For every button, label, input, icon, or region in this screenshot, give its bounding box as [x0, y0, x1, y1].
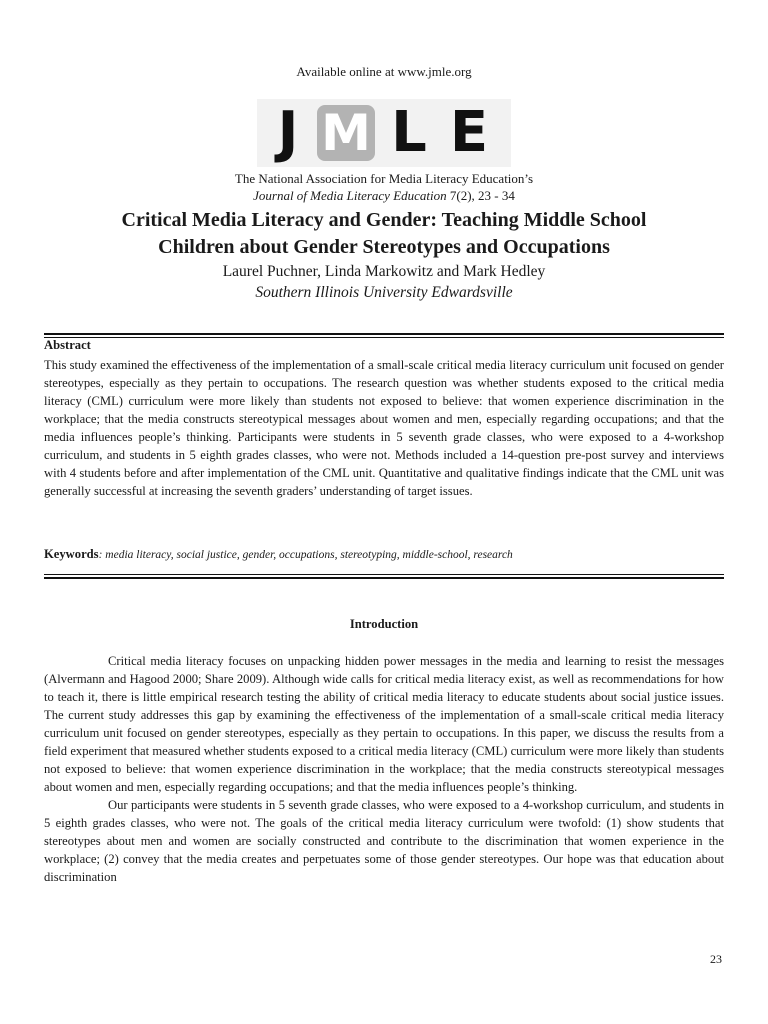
keywords-line — [44, 547, 513, 562]
page-number: 23 — [710, 952, 722, 966]
article-title — [0, 207, 768, 261]
article-authors: Laurel Puchner, Linda Markowitz and Mark Hedley — [222, 263, 546, 280]
logo-letter-m: M — [321, 104, 371, 162]
keywords-values: : media literacy, social justice, gender, occupations, stereotyping, middle-school, research — [98, 549, 513, 561]
top-divider-thick — [44, 333, 724, 335]
keywords-label: Keywords — [44, 547, 99, 561]
logo-letter-l: L — [391, 100, 427, 165]
introduction-heading: Introduction — [349, 617, 419, 631]
bottom-divider-thick — [44, 577, 724, 579]
journal-name: Journal of Media Literacy Education — [253, 188, 447, 203]
jmle-logo — [257, 99, 511, 167]
journal-citation — [0, 188, 768, 204]
introduction-body — [44, 652, 724, 886]
introduction-paragraph-2: Our participants were students in 5 seventh grade classes, who were exposed to a 4-workshop curriculum, and students in 5 eighth grades classes, who were not. The goals of the critical media literacy curriculum were twofold: (1) show students that stereotypes about men and women are socially constructed and contribute to the discrimination that women experience in the workplace; (2) convey that the media creates and perpetuates some of those gender stereotypes. Our hope was that education about discrimination — [44, 798, 724, 884]
introduction-paragraph-1: Critical media literacy focuses on unpacking hidden power messages in the media and learning to resist the messages (Alvermann and Hagood 2000; Share 2009). Although wide calls for critical media literacy exist, as well as recommendations for how to teach it, there is little empirical research testing the ability of critical media literacy to educate students about social justice issues. The current study addresses this gap by examining the effectiveness of the implementation of a small-scale critical media literacy curriculum unit focused on gender stereotypes, especially as they pertain to occupations. In this paper, we discuss the results from a field experiment that measured whether students exposed to a critical media literacy (CML) curriculum were more likely than students not exposed to believe: that women experience discrimination in the workplace; that the media constructs stereotypical messages about women and men, especially regarding occupations; and that the media influences people’s thinking. — [44, 654, 724, 794]
logo-letter-m-box — [317, 105, 375, 161]
abstract-heading: Abstract — [44, 338, 91, 352]
top-divider-thin — [44, 337, 724, 338]
article-title-line-2: Children about Gender Stereotypes and Occupations — [158, 236, 610, 258]
abstract-text: This study examined the effectiveness of the implementation of a small-scale critical media literacy curriculum unit focused on gender stereotypes, especially as they pertain to occupations. The research question was whether students exposed to the critical media literacy (CML) curriculum were more likely than students not exposed to believe: that women experience discrimination in the workplace; that the media constructs stereotypical messages about women and men, especially regarding occupations; and that the media influences people’s thinking. Participants were students in 5 seventh grade classes, who were exposed to a 4-workshop curriculum, and students in 5 eighth grades classes, who were not. Methods included a 14-question pre-post survey and interviews with 4 students before and after implementation of the CML unit. Quantitative and qualitative findings indicate that the CML unit was generally successful at increasing the seventh graders’ understanding of target issues. — [44, 358, 724, 498]
logo-letter-e: E — [449, 100, 489, 165]
association-line: The National Association for Media Literacy Education’s — [234, 171, 534, 186]
available-online-line: Available online at www.jmle.org — [296, 64, 472, 79]
journal-issue: 7(2), 23 - 34 — [446, 188, 515, 203]
logo-letter-j: J — [277, 100, 299, 165]
bottom-divider-thin — [44, 574, 724, 575]
author-affiliation: Southern Illinois University Edwardsville — [255, 284, 513, 301]
article-title-line-1: Critical Media Literacy and Gender: Teaching Middle School — [121, 209, 647, 231]
